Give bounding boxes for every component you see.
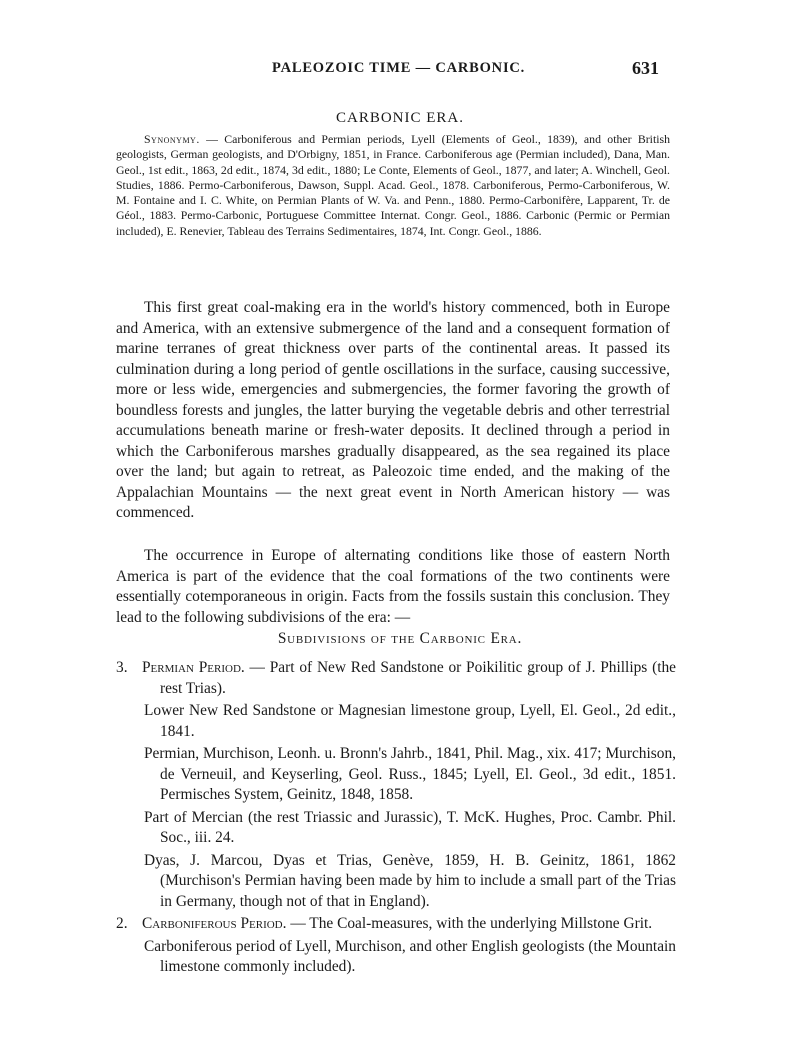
entry-permian-sub-4: Dyas, J. Marcou, Dyas et Trias, Genève, 1859, H. B. Geinitz, 1861, 1862 (Murchison's Permian having been made by him to include a small part of the Trias in Germany, though not of that in England).: [144, 851, 676, 910]
entry-text: — The Coal-measures, with the underlying Millstone Grit.: [286, 915, 653, 932]
entry-permian-sub-2: Permian, Murchison, Leonh. u. Bronn's Jahrb., 1841, Phil. Mag., xix. 417; Murchison, de Verneuil, and Keyserling, Geol. Russ., 1845; Lyell, El. Geol., 3d edit., 1851. Permisches System, Geinitz, 1848, 1858.: [144, 745, 676, 803]
paragraph-2: The occurrence in Europe of alternating conditions like those of eastern North America is part of the evidence that the coal formations of the two continents were essentially cotemporaneous in origin. Facts from the fossils sustain this conclusion. They lead to the following subdivisions of the era: —: [116, 547, 670, 626]
subdivisions-list: [116, 658, 676, 980]
entry-text: — Part of New Red Sandstone or Poikilitic group of J. Phillips (the rest Trias).: [160, 659, 677, 697]
entry-number: 3.: [116, 659, 128, 676]
subdivisions-heading: Subdivisions of the Carbonic Era.: [277, 630, 523, 647]
entry-name: Carboniferous Period.: [142, 915, 287, 932]
running-title: PALEOZOIC TIME — CARBONIC.: [272, 60, 526, 76]
entry-carboniferous-sub-1: Carboniferous period of Lyell, Murchison, and other English geologists (the Mountain limestone commonly included).: [144, 937, 676, 975]
synonymy-text: — Carboniferous and Permian periods, Lyell (Elements of Geol., 1839), and other British geologists, German geologists, and D'Orbigny, 1851, in France. Carboniferous age (Permian included), Dana, Man. Geol., 1st edit., 1863, 2d edit., 1874, 3d edit., 1880; Le Conte, Elements of Geol., 1877, and later; A. Winchell, Geol. Studies, 1886. Permo-Carboniferous, Dawson, Suppl. Acad. Geol., 1878. Carboniferous, Permo-Carboniferous, W. M. Fontaine and I. C. White, on Permian Plants of W. Va. and Penn., 1880. Permo-Carbonifère, Lapparent, Tr. de Géol., 1883. Permo-Carbonic, Portuguese Committee Internat. Congr. Geol., 1886. Carbonic (Permic or Permian included), E. Renevier, Tableau des Terrains Sedimentaires, 1874, Int. Congr. Geol., 1886.: [116, 132, 670, 238]
entry-permian-sub-3: Part of Mercian (the rest Triassic and Jurassic), T. McK. Hughes, Proc. Cambr. Phil. Soc., iii. 24.: [144, 808, 676, 846]
entry-permian: [116, 658, 676, 699]
paragraph-1: This first great coal-making era in the world's history commenced, both in Europe and America, with an extensive submergence of the land and a consequent formation of marine terranes of great thickness over parts of the continental areas. It passed its culmination during a long period of gentle oscillations in the surface, causing successive, more or less wide, emergencies and submergencies, the former favoring the growth of boundless forests and jungles, the latter burying the vegetable debris and other terrestrial accumulations beneath marine or fresh-water deposits. It declined through a period in which the Carboniferous marshes gradually disappeared, as the sea regained its place over the land; but again to retreat, as Paleozoic time ended, and the making of the Appalachian Mountains — the next great event in North American history — was commenced.: [116, 299, 670, 521]
entry-permian-sub-1: Lower New Red Sandstone or Magnesian limestone group, Lyell, El. Geol., 2d edit., 1841.: [144, 702, 676, 740]
entry-name: Permian Period.: [142, 659, 245, 676]
page-number: 631: [632, 58, 659, 78]
entry-carboniferous: [116, 914, 676, 935]
running-head: [0, 58, 800, 82]
synonymy-note: [116, 132, 670, 239]
era-title: CARBONIC ERA.: [335, 110, 464, 126]
entry-number: 2.: [116, 915, 128, 932]
synonymy-label: Synonymy.: [144, 132, 200, 146]
